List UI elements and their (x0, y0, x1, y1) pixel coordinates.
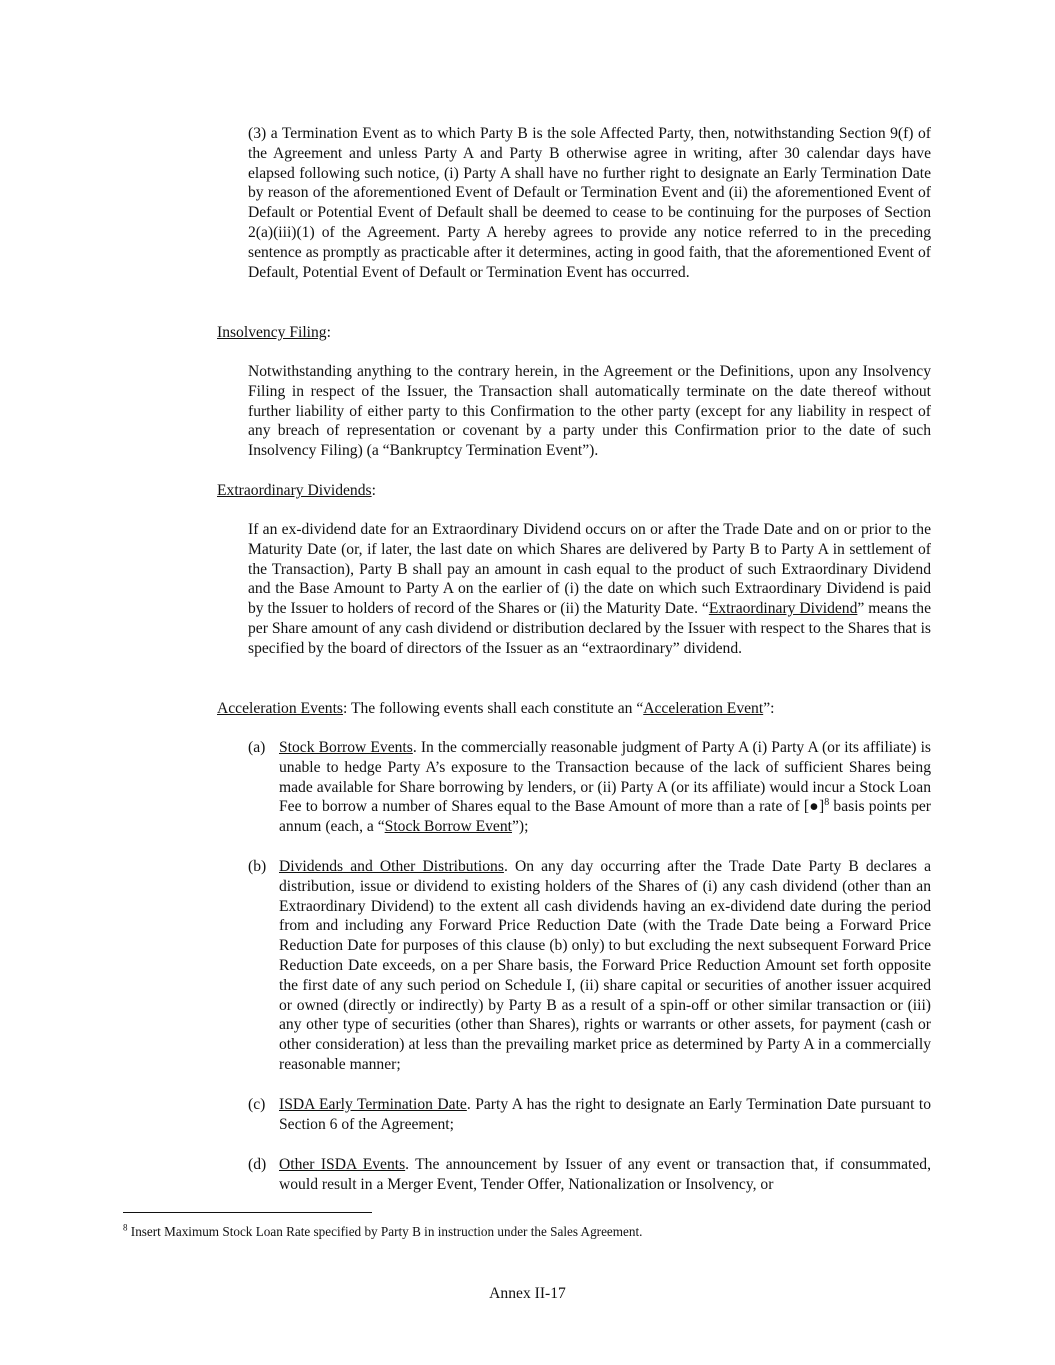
acceleration-events-intro-part1: : The following events shall each constitute an “ (343, 700, 644, 717)
stock-borrow-event-defined-term: Stock Borrow Event (384, 818, 512, 836)
termination-continuation-text: (3) a Termination Event as to which Party B is the sole Affected Party, then, notwithstanding Section 9(f) of the Agreement and unless Party A and Party B otherwise agree in writing, after 30 calendar days have elapsed following such notice, (i) Party A shall have no further right to designate an Early Termination Date by reason of the aforementioned Event of Default or Termination Event and (ii) the aforementioned Event of Default or Potential Event of Default shall be deemed to cease to be continuing for the purposes of Section 2(a)(iii)(1) of the Agreement. Party A hereby agrees to provide any notice referred to in the preceding sentence as promptly as practicable after it determines, acting in good faith, that the aforementioned Event of Default, Potential Event of Default or Termination Event has occurred. (248, 125, 931, 281)
stock-borrow-events-text-part3: ”); (511, 818, 529, 836)
list-item-text (279, 738, 931, 837)
acceleration-event-defined-term: Acceleration Event (643, 700, 764, 717)
insolvency-filing-paragraph (248, 362, 931, 461)
extraordinary-dividends-text-part1: If an ex-dividend date for an Extraordinary Dividend occurs on or after the Trade Date and on or prior to the Maturity Date (or, if later, the last date on which Shares are delivered by Party B to Party A in settlement of the Transaction), Party B shall pay an amount in cash equal to the product of such Extraordinary Dividend and the Base Amount to Party A on the earlier of (i) the date on which such Extraordinary Dividend is paid by the Issuer to holders of record of the Shares or (ii) the Maturity Date. “ (248, 521, 931, 618)
insolvency-filing-heading (217, 323, 931, 343)
list-item (248, 738, 931, 837)
other-isda-events-text: . The announcement by Issuer of any event or transaction that, if consummated, would result in a Merger Event, Tender Offer, Nationalization or Insolvency, or (279, 1156, 931, 1193)
list-item-text (279, 1155, 931, 1195)
acceleration-events-intro-part2: ”: (763, 700, 775, 717)
acceleration-events-heading (217, 699, 931, 719)
extraordinary-dividends-text-part2: ” means the per Share amount of any cash dividend or distribution declared by the Issuer with respect to the Shares that is specified by the board of directors of the Issuer as an “extraordinary” dividend. (248, 600, 932, 657)
list-item-text (279, 1095, 931, 1135)
insolvency-filing-colon: : (326, 324, 331, 341)
footnote-ref: 8 (824, 797, 830, 809)
list-item (248, 1155, 931, 1195)
list-item-label: (c) (248, 1096, 266, 1113)
dividends-distributions-title: Dividends and Other Distributions (279, 858, 504, 875)
footnote-number: 8 (123, 1222, 128, 1233)
footnote (123, 1224, 953, 1240)
extraordinary-dividends-heading (217, 481, 931, 501)
list-item-label: (d) (248, 1156, 267, 1173)
extraordinary-dividends-paragraph (248, 520, 931, 659)
list-item-label: (b) (248, 858, 267, 875)
other-isda-events-title: Other ISDA Events (279, 1156, 406, 1173)
extraordinary-dividends-title: Extraordinary Dividends (217, 482, 372, 499)
isda-early-termination-text: . Party A has the right to designate an Early Termination Date pursuant to Section 6 of the Agreement; (279, 1096, 931, 1133)
isda-early-termination-title: ISDA Early Termination Date (279, 1096, 467, 1113)
insolvency-filing-title: Insolvency Filing (217, 324, 327, 341)
acceleration-events-title: Acceleration Events (217, 700, 343, 717)
list-item (248, 1095, 931, 1135)
extraordinary-dividends-colon: : (371, 482, 376, 499)
footnote-divider (123, 1212, 372, 1213)
stock-borrow-events-text-part2: basis points per annum (each, a “ (279, 798, 932, 836)
footnote-text: Insert Maximum Stock Loan Rate specified by Party B in instruction under the Sales Agreement. (127, 1224, 643, 1239)
list-item-label: (a) (248, 739, 266, 756)
stock-borrow-events-text-part1: . In the commercially reasonable judgment of Party A (i) Party A (or its affiliate) is unable to hedge Party A’s exposure to the Transaction because of the lack of sufficient Shares being made available for Share borrowing by lenders, or (ii) Party A (or its affiliate) would incur a Stock Loan Fee to borrow a number of Shares equal to the Base Amount of more than a rate of [●] (279, 739, 931, 816)
page-footer: Annex II-17 (489, 1285, 566, 1302)
insolvency-filing-text: Notwithstanding anything to the contrary herein, in the Agreement or the Definitions, upon any Insolvency Filing in respect of the Issuer, the Transaction shall automatically terminate on the date thereof without further liability of either party to this Confirmation to the other party (except for any liability in respect of any breach of representation or covenant by a party under this Confirmation prior to the date of such Insolvency Filing) (a “Bankruptcy Termination Event”). (248, 363, 931, 460)
termination-continuation-paragraph (248, 124, 931, 282)
list-item (248, 857, 931, 1075)
extraordinary-dividends-text (248, 520, 931, 659)
extraordinary-dividend-defined-term: Extraordinary Dividend (708, 600, 858, 618)
dividends-distributions-text: . On any day occurring after the Trade Date Party B declares a distribution, issue or dividend to existing holders of the Shares of (i) any cash dividend (other than an Extraordinary Dividend) to the extent all cash dividends having an ex-dividend date during the period from and including any Forward Price Reduction Date (with the Trade Date being a Forward Price Reduction Date for purposes of this clause (b) only) to but excluding the next subsequent Forward Price Reduction Date exceeds, on a per Share basis, the Forward Price Reduction Amount set forth opposite the first date of any such period on Schedule I, (ii) share capital or securities of another issuer acquired or owned (directly or indirectly) by Party B as a result of a spin-off or other similar transaction or (iii) any other type of securities (other than Shares), rights or warrants or other assets, for payment (cash or other consideration) at less than the prevailing market price as determined by Party A in a commercially reasonable manner; (279, 858, 932, 1073)
list-item-text (279, 857, 931, 1075)
stock-borrow-events-title: Stock Borrow Events (279, 739, 413, 756)
